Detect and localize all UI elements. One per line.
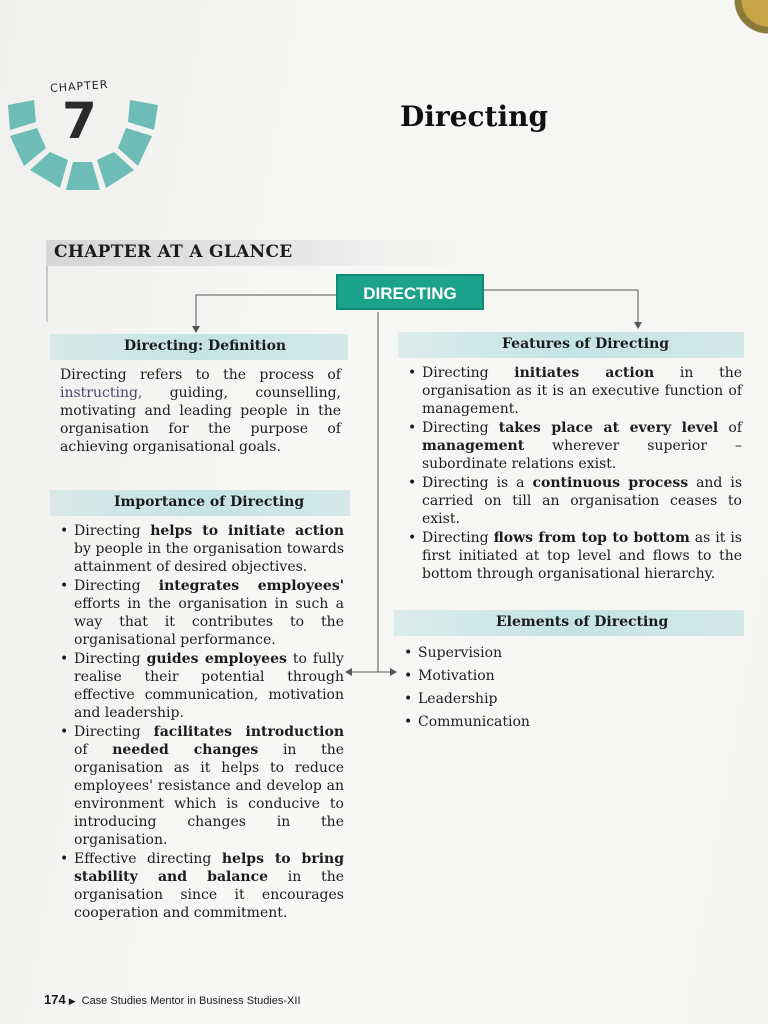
- list-item: • Directing helps to initiate action by people in the organisation towards attainment of desired objectives.: [60, 522, 344, 576]
- list-item: • Effective directing helps to bring stability and balance in the organisation since it encourages cooperation and commitment.: [60, 850, 344, 922]
- triangle-right-icon: ▶: [68, 996, 76, 1006]
- page-number: 174: [44, 992, 66, 1007]
- list-item: • Directing is a continuous process and is carried on till an organisation ceases to exist.: [408, 474, 742, 528]
- features-list: [408, 364, 742, 584]
- list-item: • Directing integrates employees' efforts in the organisation in such a way that it contributes to the organisational performance.: [60, 577, 344, 649]
- list-item: • Supervision: [404, 642, 604, 664]
- list-item: • Directing guides employees to fully realise their potential through effective communication, motivation and leadership.: [60, 650, 344, 722]
- list-item: • Directing takes place at every level of management wherever superior – subordinate relations exist.: [408, 419, 742, 473]
- importance-list: [60, 522, 344, 923]
- elements-list: [404, 642, 604, 734]
- list-item: • Directing initiates action in the organisation as it is an executive function of management.: [408, 364, 742, 418]
- list-item: • Motivation: [404, 665, 604, 687]
- list-item: • Communication: [404, 711, 604, 733]
- importance-band: [50, 490, 350, 516]
- list-item: • Directing facilitates introduction of needed changes in the organisation as it helps to reduce employees' resistance and develop an environment which is conducive to introducing changes in the organisation.: [60, 723, 344, 849]
- list-item: • Directing flows from top to bottom as it is first initiated at top level and flows to the bottom through organisational hierarchy.: [408, 529, 742, 583]
- elements-heading: Elements of Directing: [496, 614, 669, 630]
- importance-heading: Importance of Directing: [114, 494, 305, 510]
- page-title: Directing: [400, 100, 549, 133]
- page-footer: [44, 992, 301, 1007]
- directing-center-box: DIRECTING: [336, 274, 484, 310]
- elements-band: [394, 610, 744, 636]
- features-band: [398, 332, 744, 358]
- glance-heading-text: CHAPTER AT A GLANCE: [54, 242, 293, 262]
- book-title: Case Studies Mentor in Business Studies-XII: [81, 995, 301, 1007]
- definition-band: [50, 334, 348, 360]
- definition-text: Directing refers to the process of instructing, guiding, counselling, motivating and leading people in the organisation for the purpose of achieving organisational goals.: [60, 367, 341, 455]
- definition-heading: Directing: Definition: [124, 338, 287, 354]
- features-heading: Features of Directing: [502, 336, 670, 352]
- chapter-number: 7: [62, 92, 97, 150]
- list-item: • Leadership: [404, 688, 604, 710]
- chapter-label: CHAPTER: [49, 77, 109, 96]
